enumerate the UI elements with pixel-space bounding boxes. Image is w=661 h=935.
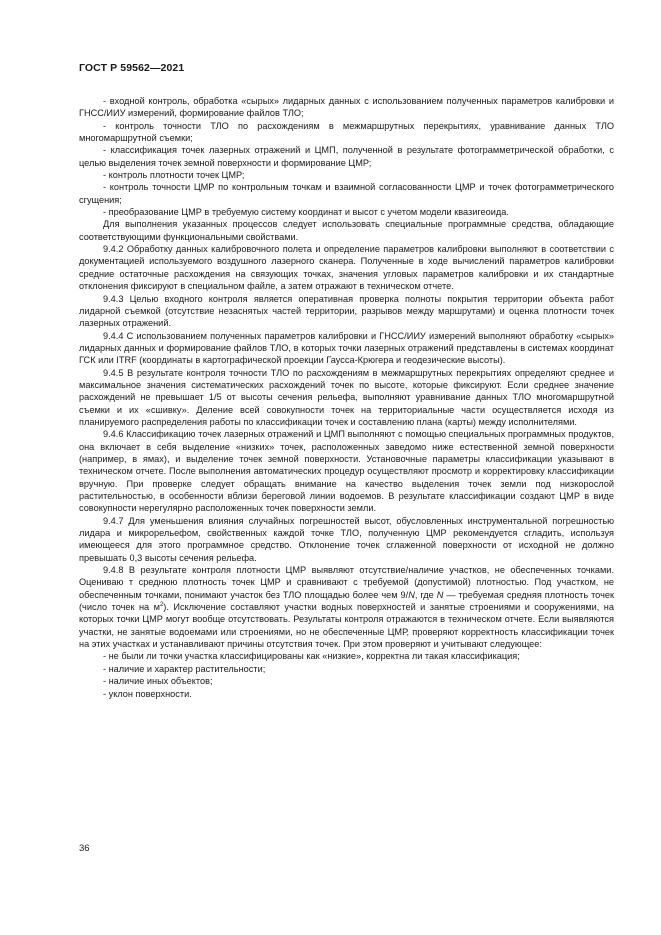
list-item: - не были ли точки участка классифицированы как «низкие», корректна ли такая классификация; bbox=[103, 651, 520, 662]
paragraph-9-4-7: 9.4.7 Для уменьшения влияния случайных погрешностей высот, обусловленных инструментальной погрешностью лидара и микрорельефом, свойственных каждой точке ТЛО, полученную ЦМР рекомендуется сгладить, используя имеющееся для этого программное средство. Отклонение точек сглаженной поверхности от исходной не должно превышать 0,3 высоты сечения рельефа. bbox=[79, 515, 614, 563]
paragraph-9-4-8 bbox=[79, 564, 614, 650]
list-item: - контроль точности ЦМР по контрольным точкам и взаимной согласованности ЦМР и точек фотограмметрического сгущения; bbox=[79, 182, 614, 205]
text-run: ). Исключение составляют участки водных поверхностей и занятые строениями и сооружениями, на которых точки ЦМР могут вообще отсутствовать. Результаты контроля отражаются в техническом отчете. Если выявляются участки, не занятые водоемами или строениями, но не обеспеченные ЦМР, проверяют корректность классификации точек на этих участках и устанавливают причины отсутствия точек. При этом проверяют и учитывают следующее: bbox=[79, 602, 614, 650]
list-item: - входной контроль, обработка «сырых» лидарных данных с использованием полученных параметров калибровки и ГНСС/ИИУ измерений, формирование файлов ТЛО; bbox=[79, 96, 614, 119]
list-item: - контроль точности ТЛО по расхождениям в межмаршрутных перекрытиях, уравнивание данных ТЛО многомаршрутной съемки; bbox=[79, 120, 614, 144]
list-item: - наличие и характер растительности; bbox=[103, 663, 266, 674]
paragraph-9-4-5: 9.4.5 В результате контроля точности ТЛО по расхождениям в межмаршрутных перекрытиях определяют среднее и максимальное значения систематических расхождений точек по высоте, которые фиксируют. Если среднее значение расхождений не превышает 1/5 от высоты сечения рельефа, выполняют уравнивание данных ТЛО многомаршрутной съемки и их «сшивку». Деление всей совокупности точек на территориальные части осуществляется исходя из планируемого распределения работы по классификации точек и составлению плана (карты) между исполнителями. bbox=[79, 367, 614, 427]
text-run: 9.4.8 В результате контроля плотности ЦМР выявляют отсутствие/наличие участков, не обеспеченных точками. Оцениваю т среднюю плотность точек ЦМР и сравнивают с требуемой (допустимой) плотностью. Под участком, не обеспеченным точками, понимают участок без ТЛО площадью более чем 9/ bbox=[79, 565, 614, 600]
paragraph: Для выполнения указанных процессов следует использовать специальные программные средства, обладающие соответствующими функциональными свойствами. bbox=[79, 219, 614, 242]
paragraph-9-4-2: 9.4.2 Обработку данных калибровочного полета и определение параметров калибровки выполняют в соответствии с документацией используемого воздушного лазерного сканера. Полученные в ходе вычислений параметров калибровки средние остаточные расхождения на связующих точках, значения угловых параметров калибровки и их стандартные отклонения фиксируют в специальном файле, а затем отражают в техническом отчете. bbox=[79, 244, 614, 292]
text-run: , где bbox=[414, 589, 437, 600]
variable-n: N bbox=[436, 589, 444, 600]
document-header: ГОСТ Р 59562—2021 bbox=[79, 62, 185, 74]
list-item: - преобразование ЦМР в требуемую систему координат и высот с учетом модели квазигеоида. bbox=[103, 207, 509, 218]
text-run: — требуемая средняя плотность точек (число точек на м bbox=[79, 589, 614, 613]
list-item: - наличие иных объектов; bbox=[103, 676, 213, 687]
document-body bbox=[79, 95, 614, 700]
list-item: - классификация точек лазерных отражений и ЦМП, полученной в результате фотограмметрической обработки, с целью выделения точек земной поверхности и формирование ЦМР; bbox=[79, 145, 614, 168]
list-item: - контроль плотности точек ЦМР; bbox=[103, 170, 245, 181]
paragraph-9-4-3: 9.4.3 Целью входного контроля является оперативная проверка полноты покрытия территории объекта работ лидарной съемкой (отсутствие незаснятых частей территории, разрывов между маршрутами) и оценка плотности точек лазерных отражений. bbox=[79, 293, 614, 329]
list-item: - уклон поверхности. bbox=[103, 688, 192, 699]
page-number: 36 bbox=[79, 843, 90, 854]
variable-n: N bbox=[408, 589, 415, 600]
paragraph-9-4-4: 9.4.4 С использованием полученных параметров калибровки и ГНСС/ИИУ измерений выполняют обработку «сырых» лидарных данных и формирование файлов ТЛО, в которых точки лазерных отражений представлены в системах координат ГСК или ITRF (координаты в картографической проекции Гаусса-Крюгера и геодезические высоты). bbox=[79, 330, 614, 366]
superscript: 2 bbox=[159, 602, 164, 609]
paragraph-9-4-6: 9.4.6 Классификацию точек лазерных отражений и ЦМП выполняют с помощью специальных программных продуктов, она включает в себя выделение «низких» точек, расположенных заведомо ниже естественной земной поверхности (например, в ямах), и выделение точек земной поверхности. Установочные параметры классификации указывают в техническом отчете. После выполнения автоматических процедур осуществляют просмотр и корректировку классификации вручную. При проверке следует обращать внимание на качество выделения точек земли под низкорослой растительностью, в особенности вблизи береговой линии водоемов. В результате классификации создают ЦМР в виде совокупности нерегулярно расположенных точек поверхности земли. bbox=[79, 429, 614, 514]
